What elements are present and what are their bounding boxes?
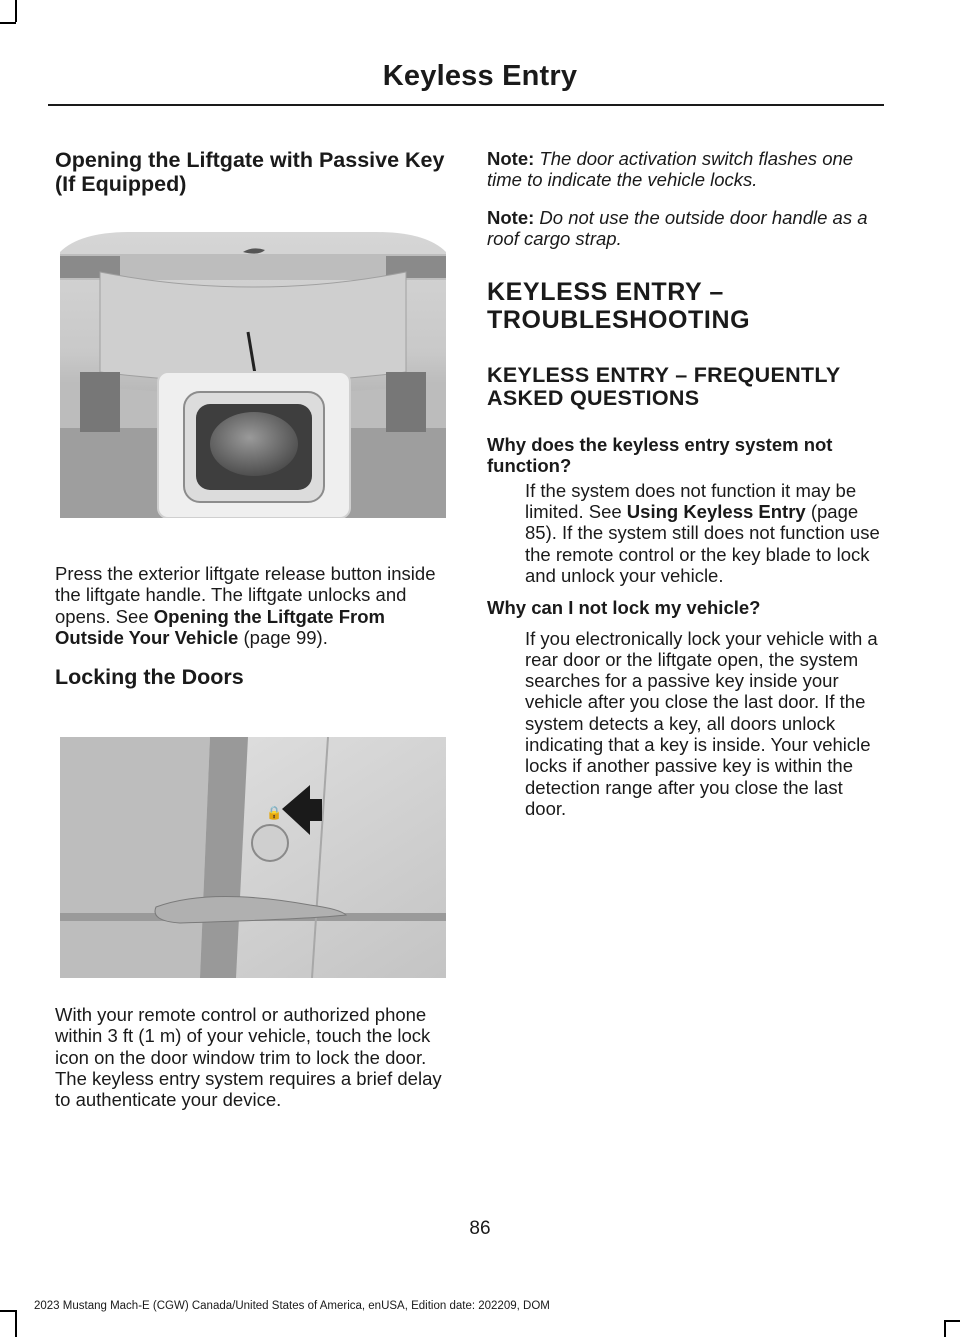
heading-troubleshooting-line1: KEYLESS ENTRY – xyxy=(487,278,724,307)
door-lock-illustration xyxy=(60,737,446,978)
page-header-title: Keyless Entry xyxy=(382,60,578,92)
right-column xyxy=(487,148,882,819)
note-text: Do not use the outside door handle as a roof cargo strap. xyxy=(487,206,868,249)
faq-answer-rest: (page 85). If the system still does not function use the remote control or the key blade to lock and unlock your vehicle. xyxy=(525,501,880,586)
note-label: Note: xyxy=(487,148,535,169)
left-column xyxy=(55,148,450,196)
heading-troubleshooting-line2: TROUBLESHOOTING xyxy=(487,306,751,335)
section-title-liftgate: Opening the Liftgate with Passive Key (If Equipped) xyxy=(55,148,445,196)
link-using-keyless-entry[interactable]: Using Keyless Entry xyxy=(626,501,806,523)
section-title-locking-doors: Locking the Doors xyxy=(55,665,244,690)
left-column-footer-text xyxy=(55,1004,450,1110)
note-activation-switch xyxy=(487,148,882,191)
svg-text:🔒: 🔒 xyxy=(266,806,283,821)
left-column-body xyxy=(55,563,450,689)
crop-mark xyxy=(0,1310,16,1312)
edition-info: 2023 Mustang Mach-E (CGW) Canada/United States of America, enUSA, Edition date: 202209, DOM xyxy=(34,1300,550,1312)
heading-faq: KEYLESS ENTRY – FREQUENTLY ASKED QUESTIONS xyxy=(487,363,841,411)
note-text: The door activation switch flashes one time to indicate the vehicle locks. xyxy=(487,148,854,191)
crop-mark xyxy=(0,22,16,24)
paragraph-locking: With your remote control or authorized phone within 3 ft (1 m) of your vehicle, touch the lock icon on the door window trim to lock the door. The keyless entry system requires a brief delay to authenticate your device. xyxy=(55,1004,442,1111)
door-lock-illustration-svg xyxy=(60,737,446,978)
faq-answer xyxy=(525,480,882,586)
faq-question: Why can I not lock my vehicle? xyxy=(487,597,761,619)
faq-answer-text: If the system does not function it may be limited. See xyxy=(525,479,857,523)
faq-answer: If you electronically lock your vehicle with a rear door or the liftgate open, the system searches for a passive key inside your vehicle after you close the last door. If the system detects a key, all doors unlock indicating that a key is inside. Your vehicle locks if another passive key is within the detection range after you close the last door. xyxy=(525,627,878,819)
page-number: 86 xyxy=(469,1218,491,1239)
note-door-handle xyxy=(487,207,882,250)
header-divider xyxy=(48,104,884,106)
note-label: Note: xyxy=(487,206,535,228)
crop-mark xyxy=(944,1320,960,1322)
paragraph-liftgate-text: Press the exterior liftgate release button inside the liftgate handle. The liftgate unlocks and opens. See xyxy=(55,563,436,627)
liftgate-illustration-svg xyxy=(60,232,446,518)
paragraph-liftgate-page: (page 99). xyxy=(238,626,328,648)
faq-question: Why does the keyless entry system not function? xyxy=(487,434,833,477)
crop-mark xyxy=(15,1310,17,1337)
liftgate-illustration xyxy=(60,232,446,518)
paragraph-liftgate xyxy=(55,563,450,648)
link-opening-liftgate[interactable]: Opening the Liftgate From Outside Your Vehicle xyxy=(55,605,385,648)
crop-mark xyxy=(15,0,17,22)
crop-mark xyxy=(944,1320,946,1337)
